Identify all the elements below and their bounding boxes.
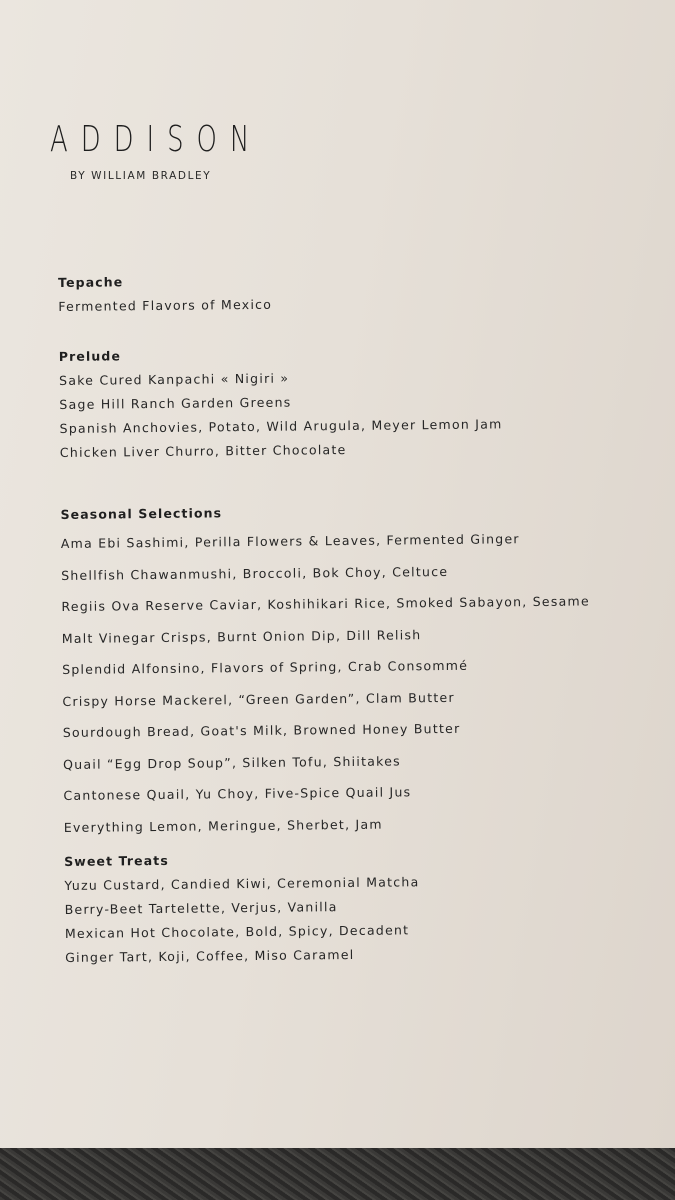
section-title: Sweet Treats xyxy=(64,852,169,869)
menu-item: Fermented Flavors of Mexico xyxy=(58,296,273,314)
menu-item: Berry-Beet Tartelette, Verjus, Vanilla xyxy=(64,899,338,917)
menu-item: Sourdough Bread, Goat's Milk, Browned Honey Butter xyxy=(62,720,461,740)
menu-item: Yuzu Custard, Candied Kiwi, Ceremonial Matcha xyxy=(64,874,420,893)
menu-item: Sage Hill Ranch Garden Greens xyxy=(59,394,292,412)
section-title: Prelude xyxy=(58,348,122,364)
section-prelude xyxy=(59,342,650,468)
menu-item: Crispy Horse Mackerel, “Green Garden”, Clam Butter xyxy=(62,689,455,709)
menu-item: Quail “Egg Drop Soup”, Silken Tofu, Shiitakes xyxy=(63,752,401,772)
brand-logo: ADDISON xyxy=(50,119,263,160)
menu-item: Shellfish Chawanmushi, Broccoli, Bok Choy, Celtuce xyxy=(61,563,449,583)
menu-item: Chicken Liver Churro, Bitter Chocolate xyxy=(59,441,347,460)
section-title: Seasonal Selections xyxy=(60,505,223,522)
menu-item: Ginger Tart, Koji, Coffee, Miso Caramel xyxy=(65,946,355,965)
menu-item: Cantonese Quail, Yu Choy, Five-Spice Quail Jus xyxy=(63,784,412,803)
menu-item: Ama Ebi Sashimi, Perilla Flowers & Leaves, Fermented Ginger xyxy=(60,531,520,551)
table-surface xyxy=(0,1148,675,1200)
brand-byline: BY WILLIAM BRADLEY xyxy=(70,170,212,182)
menu-item: Everything Lemon, Meringue, Sherbet, Jam xyxy=(63,816,383,835)
menu-item: Malt Vinegar Crisps, Burnt Onion Dip, Dill Relish xyxy=(61,626,422,646)
menu-item: Mexican Hot Chocolate, Bold, Spicy, Decadent xyxy=(64,922,410,941)
section-sweet-treats xyxy=(64,847,655,973)
menu-item: Regiis Ova Reserve Caviar, Koshihikari Rice, Smoked Sabayon, Sesame xyxy=(61,593,590,614)
section-seasonal xyxy=(60,500,654,849)
menu-item: Splendid Alfonsino, Flavors of Spring, Crab Consommé xyxy=(62,657,469,677)
section-title: Tepache xyxy=(58,274,124,290)
menu-list xyxy=(58,268,655,973)
menu-item: Spanish Anchovies, Potato, Wild Arugula, Meyer Lemon Jam xyxy=(59,416,503,436)
menu-item: Sake Cured Kanpachi « Nigiri » xyxy=(59,370,290,388)
section-tepache xyxy=(58,268,648,322)
